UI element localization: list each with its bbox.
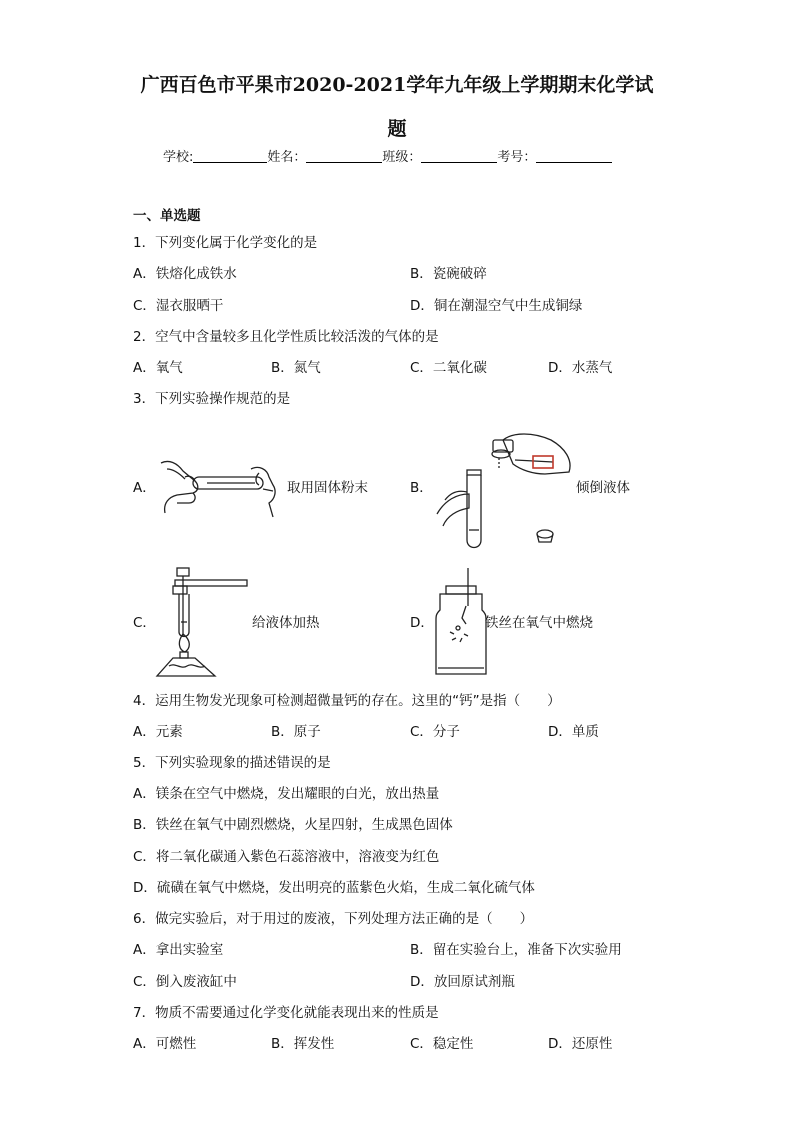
powder-handling-illustration xyxy=(155,455,285,521)
name-label: 姓名： xyxy=(267,150,307,165)
q7-option-b: B．挥发性 xyxy=(271,1036,335,1052)
number-blank[interactable] xyxy=(536,148,612,163)
exam-title: 广西百色市平果市2020-2021学年九年级上学期期末化学试 xyxy=(140,74,654,96)
q3-option-d-letter: D． xyxy=(410,615,434,631)
q5-option-c: C．将二氧化碳通入紫色石蕊溶液中，溶液变为红色 xyxy=(133,849,440,865)
q7-option-d: D．还原性 xyxy=(548,1036,613,1052)
q6-stem: 6．做完实验后，对于用过的废液，下列处理方法正确的是（ ） xyxy=(133,911,534,927)
pouring-liquid-illustration xyxy=(433,430,579,554)
q3-option-a-caption: 取用固体粉末 xyxy=(287,480,368,496)
school-blank[interactable] xyxy=(193,148,267,163)
q4-option-d: D．单质 xyxy=(548,724,599,740)
q1-option-c: C．湿衣服晒干 xyxy=(133,298,224,314)
q2-stem: 2．空气中含量较多且化学性质比较活泼的气体的是 xyxy=(133,329,439,345)
q7-stem: 7．物质不需要通过化学变化就能表现出来的性质是 xyxy=(133,1005,439,1021)
q3-option-b-caption: 倾倒液体 xyxy=(576,480,630,496)
q3-option-c-letter: C． xyxy=(133,615,156,631)
q2-option-d: D．水蒸气 xyxy=(548,360,613,376)
q6-option-b: B．留在实验台上，准备下次实验用 xyxy=(410,942,622,958)
q5-option-b: B．铁丝在氧气中剧烈燃烧，火星四射，生成黑色固体 xyxy=(133,817,453,833)
q6-option-d: D．放回原试剂瓶 xyxy=(410,974,515,990)
q1-option-b: B．瓷碗破碎 xyxy=(410,266,487,282)
q5-stem: 5．下列实验现象的描述错误的是 xyxy=(133,755,331,771)
q2-option-a: A．氧气 xyxy=(133,360,183,376)
q2-option-c: C．二氧化碳 xyxy=(410,360,487,376)
q3-option-c-caption: 给液体加热 xyxy=(252,615,320,631)
q5-option-d: D．硫磺在氧气中燃烧，发出明亮的蓝紫色火焰，生成二氧化硫气体 xyxy=(133,880,535,896)
q4-option-b: B．原子 xyxy=(271,724,321,740)
q3-stem: 3．下列实验操作规范的是 xyxy=(133,391,291,407)
q1-option-d: D．铜在潮湿空气中生成铜绿 xyxy=(410,298,583,314)
q4-option-a: A．元素 xyxy=(133,724,183,740)
number-label: 考号： xyxy=(497,150,537,165)
q2-option-b: B．氮气 xyxy=(271,360,321,376)
q1-stem: 1．下列变化属于化学变化的是 xyxy=(133,235,318,251)
q3-option-a-letter: A． xyxy=(133,480,156,496)
q7-option-a: A．可燃性 xyxy=(133,1036,197,1052)
q5-option-a: A．镁条在空气中燃烧，发出耀眼的白光，放出热量 xyxy=(133,786,440,802)
q7-option-c: C．稳定性 xyxy=(410,1036,474,1052)
q4-option-c: C．分子 xyxy=(410,724,460,740)
q3-option-b-letter: B． xyxy=(410,480,433,496)
class-blank[interactable] xyxy=(421,148,497,163)
q6-option-c: C．倒入废液缸中 xyxy=(133,974,237,990)
name-blank[interactable] xyxy=(306,148,382,163)
q1-option-a: A．铁熔化成铁水 xyxy=(133,266,237,282)
exam-title-continued: 题 xyxy=(387,118,407,140)
class-label: 班级： xyxy=(382,150,422,165)
q6-option-a: A．拿出实验室 xyxy=(133,942,224,958)
section-heading: 一、单选题 xyxy=(133,208,201,224)
student-info-line xyxy=(163,146,612,165)
q3-option-d-caption: 铁丝在氧气中燃烧 xyxy=(485,615,593,631)
school-label: 学校: xyxy=(163,150,194,165)
q4-stem: 4．运用生物发光现象可检测超微量钙的存在。这里的“钙”是指（ ） xyxy=(133,693,561,709)
iron-wire-burning-illustration xyxy=(432,566,488,678)
liquid-heating-illustration xyxy=(155,566,255,680)
